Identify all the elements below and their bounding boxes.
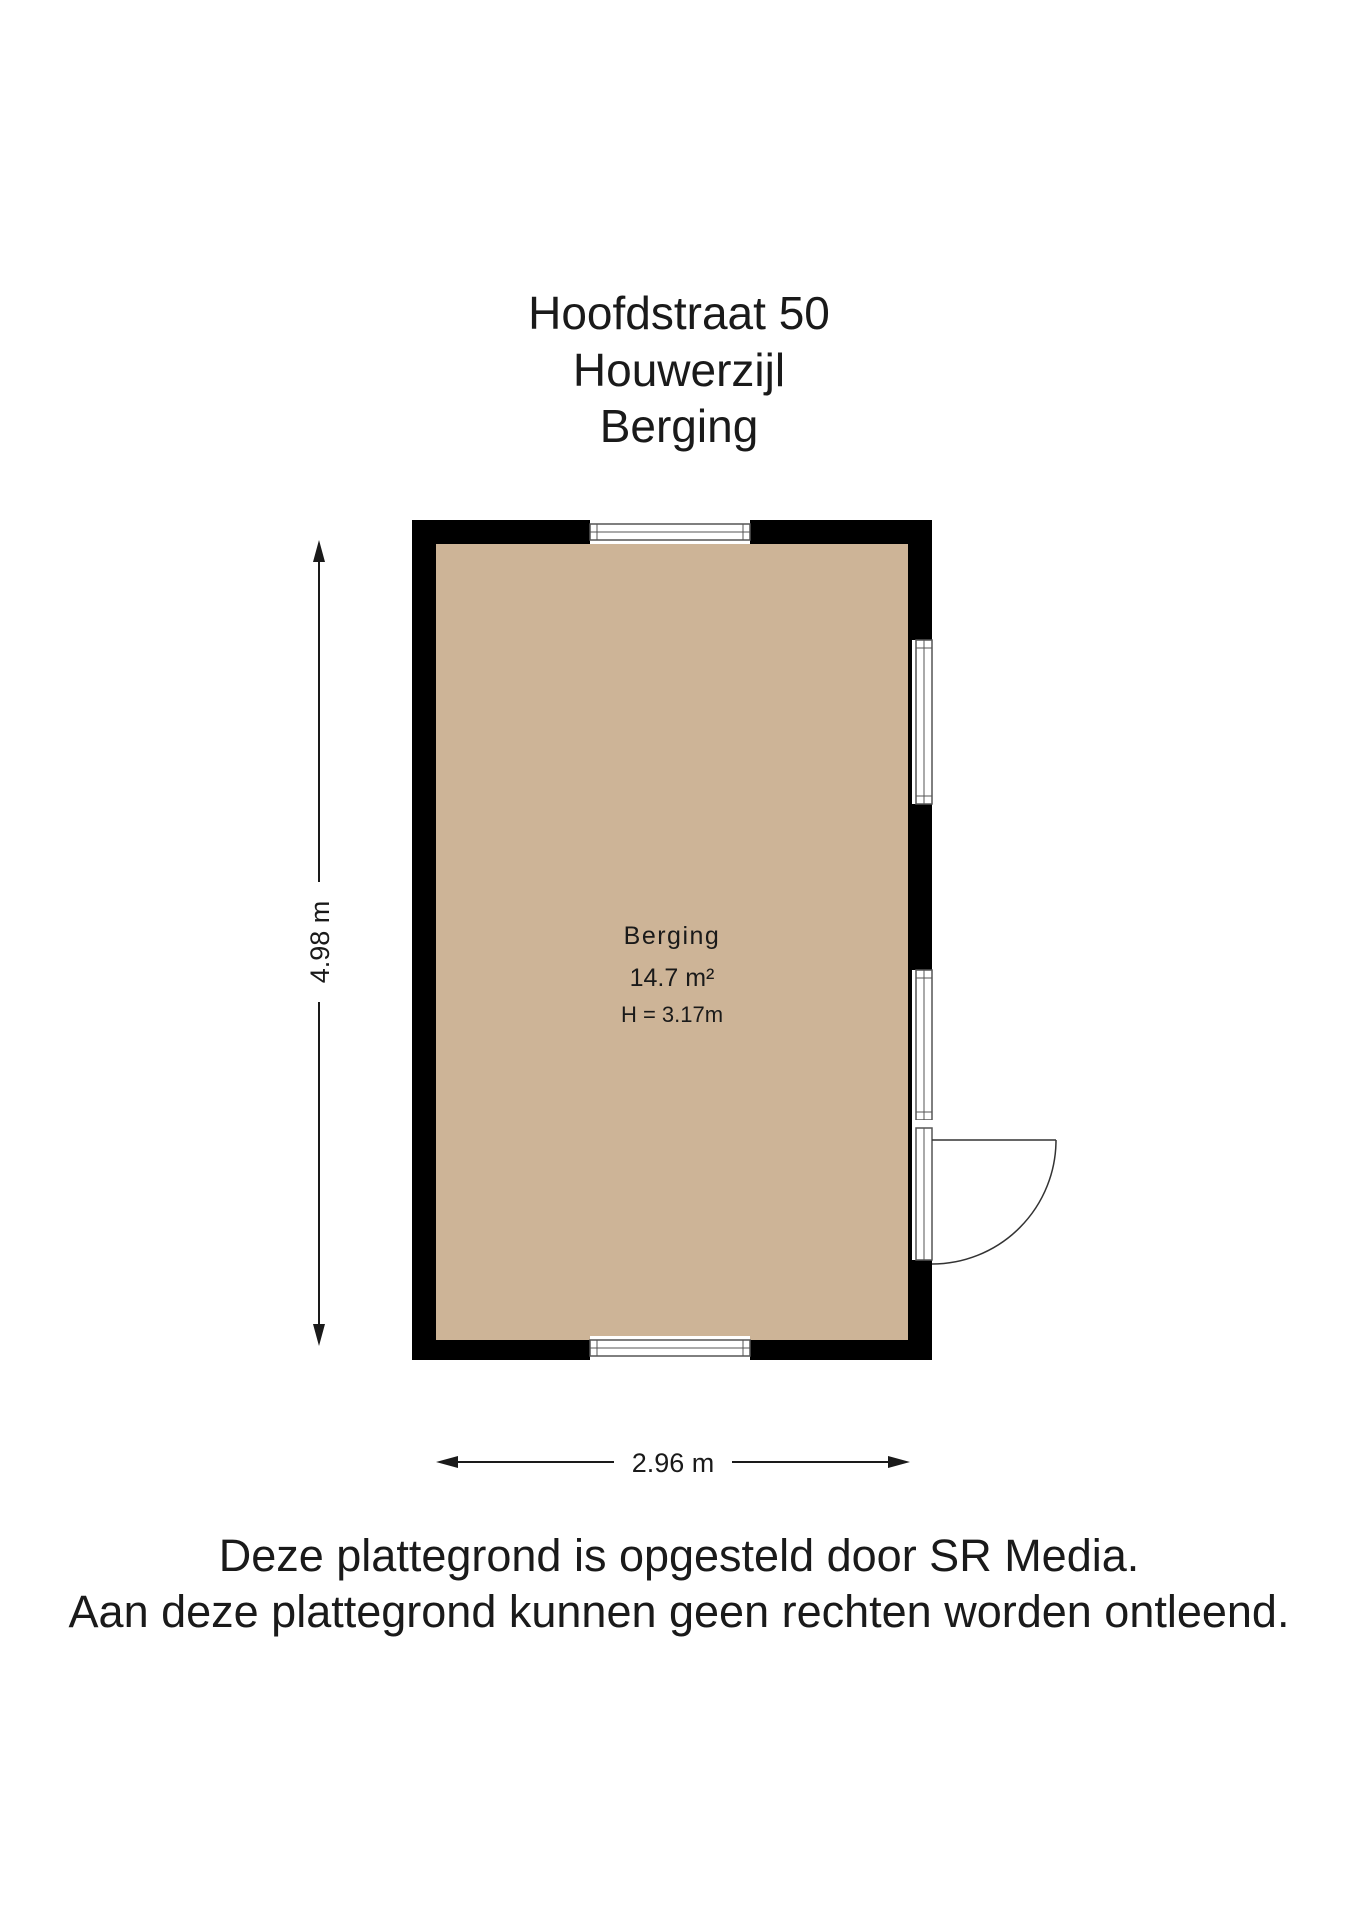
dimension-width — [436, 1448, 910, 1478]
room-name: Berging — [623, 922, 721, 950]
dimension-height — [305, 540, 335, 1346]
arrow-up-icon — [313, 540, 325, 562]
window-top — [590, 520, 750, 544]
arrow-down-icon — [313, 1324, 325, 1346]
room-height: H = 3.17m — [620, 1002, 724, 1027]
address-title: Hoofdstraat 50 — [528, 287, 830, 339]
window-right-lower — [912, 970, 936, 1120]
height-dimension-label: 4.98 m — [305, 900, 335, 984]
arrow-left-icon — [436, 1456, 458, 1468]
width-dimension-label: 2.96 m — [631, 1448, 715, 1478]
arrow-right-icon — [888, 1456, 910, 1468]
room-area: 14.7 m² — [629, 964, 715, 992]
building-title: Berging — [599, 400, 759, 452]
disclaimer-line-2: Aan deze plattegrond kunnen geen rechten worden ontleend. — [68, 1586, 1290, 1637]
door — [912, 1120, 1056, 1264]
city-title: Houwerzijl — [572, 344, 786, 396]
disclaimer-line-1: Deze plattegrond is opgesteld door SR Media. — [218, 1530, 1140, 1581]
window-bottom — [590, 1336, 750, 1360]
window-right-upper — [912, 640, 936, 804]
door-swing-arc — [932, 1140, 1056, 1264]
